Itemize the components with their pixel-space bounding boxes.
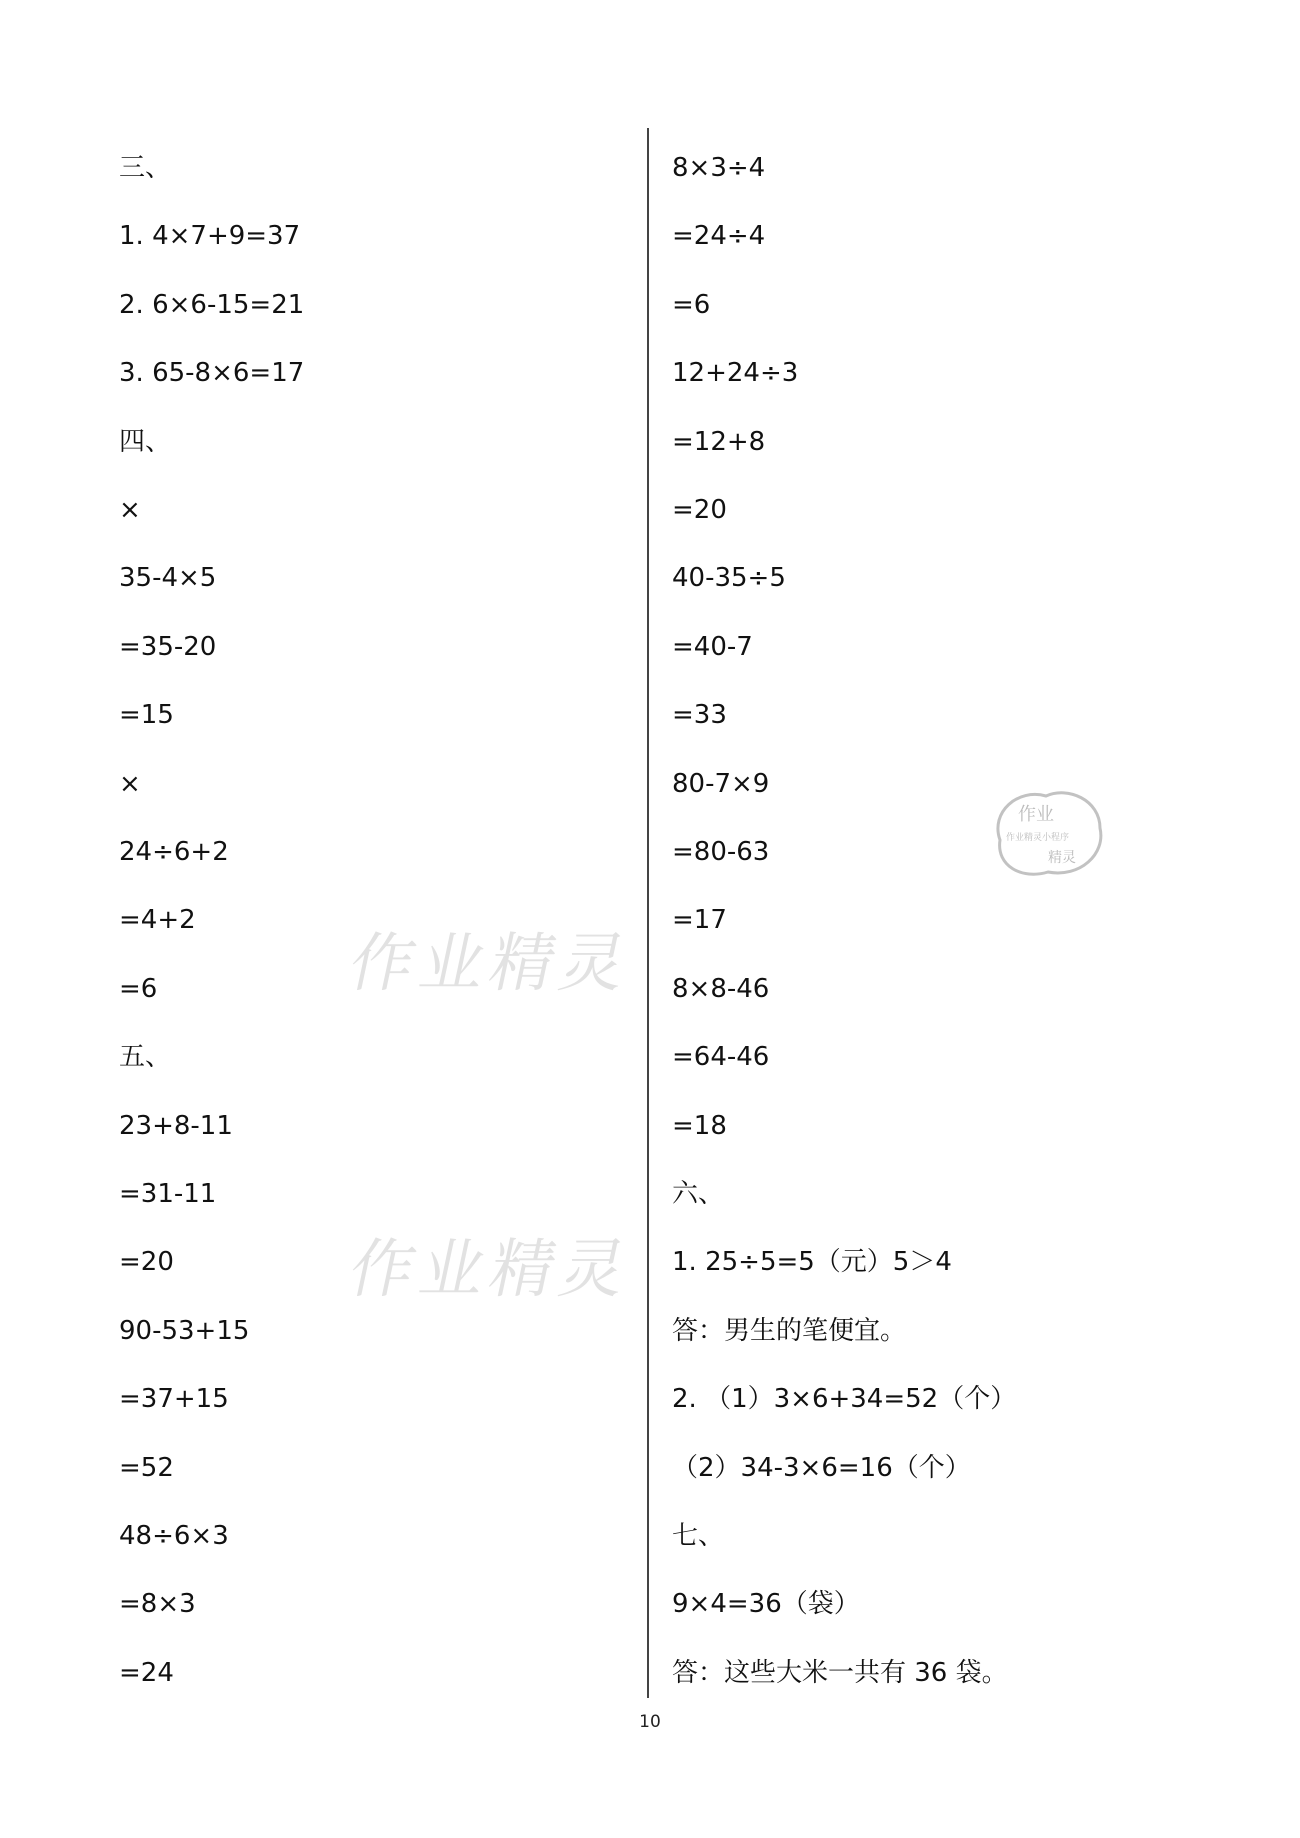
answer-line: 3. 65-8×6=17 [119,358,305,389]
answer-line: 七、 [672,1521,725,1551]
answer-line: 12+24÷3 [672,358,799,389]
answer-line: 2. 6×6-15=21 [119,289,305,320]
watermark-text: 作业精灵 [342,927,639,1001]
answer-line: =40-7 [672,631,753,662]
stamp-top-text: 作业 [1018,804,1054,825]
stamp-bottom-text: 精灵 [1048,850,1076,866]
answer-line: =31-11 [119,1179,217,1209]
answer-line: 24÷6+2 [119,837,229,867]
answer-line: × [119,495,141,525]
answer-line: =80-63 [672,837,770,867]
answer-line: =37+15 [119,1384,229,1415]
stamp-middle-text: 作业精灵小程序 [1006,833,1070,843]
answer-line: =24 [119,1657,174,1688]
answer-line: 四、 [119,426,172,457]
answer-line: 8×8-46 [672,973,770,1004]
answer-line: 9×4=36（袋） [672,1589,860,1620]
answer-line: =6 [119,973,158,1004]
answer-line: =17 [672,905,727,936]
answer-line: 80-7×9 [672,768,770,799]
answer-line: =33 [672,700,727,731]
page-number: 10 [639,1712,661,1732]
answer-line: 23+8-11 [119,1110,233,1141]
answer-line: =52 [119,1452,174,1483]
answer-line: 答：男生的笔便宜。 [672,1315,907,1346]
answer-line: 2. （1）3×6+34=52（个） [672,1384,1017,1415]
answer-line: =18 [672,1110,727,1141]
answer-line: =20 [119,1247,174,1278]
answer-line: 48÷6×3 [119,1521,229,1551]
answer-line: × [119,768,141,799]
answer-line: 五、 [119,1042,172,1073]
answer-line: （2）34-3×6=16（个） [672,1452,971,1483]
answer-line: =35-20 [119,631,217,662]
answer-line: =12+8 [672,426,766,457]
answer-line: =24÷4 [672,221,766,252]
answer-line: =8×3 [119,1589,196,1620]
watermark-text: 作业精灵 [342,1233,639,1307]
watermark-stamp-logo [988,782,1108,882]
answer-line: 8×3÷4 [672,153,766,183]
answer-line: 40-35÷5 [672,563,786,594]
column-divider [647,128,649,1698]
answer-line: 答：这些大米一共有 36 袋。 [672,1657,1008,1688]
answer-line: =20 [672,495,727,525]
answer-line: 35-4×5 [119,563,217,594]
answer-line: 90-53+15 [119,1315,250,1346]
answer-line: 六、 [672,1179,725,1209]
answer-line: =4+2 [119,905,196,936]
answer-line: 1. 4×7+9=37 [119,221,301,252]
answer-line: =15 [119,700,174,731]
answer-line: 1. 25÷5=5（元）5＞4 [672,1247,952,1278]
answer-line: 三、 [119,153,172,183]
answer-line: =6 [672,289,711,320]
answer-line: =64-46 [672,1042,770,1073]
